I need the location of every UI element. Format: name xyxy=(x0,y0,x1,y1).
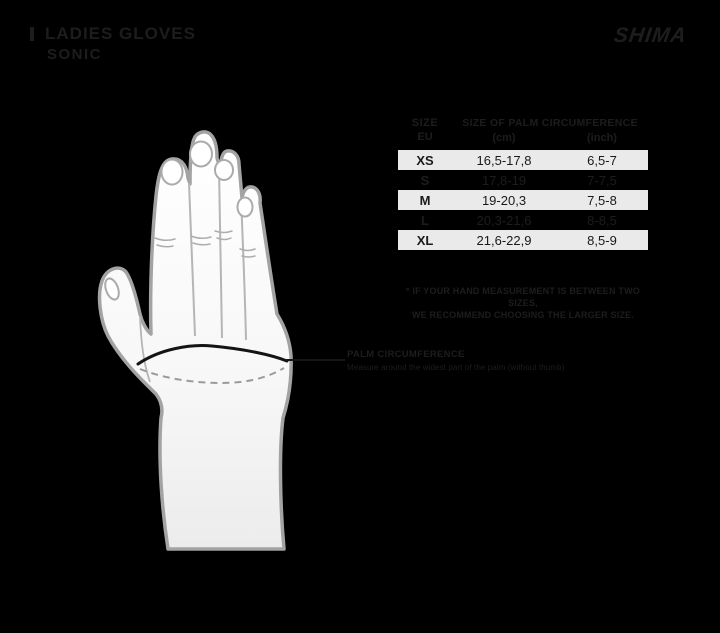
brand-logo: SHIMA xyxy=(612,24,689,47)
size-cell: L xyxy=(421,212,429,228)
cm-cell: 20,3-21,6 xyxy=(476,212,532,228)
size-cell: XS xyxy=(416,152,434,168)
table-row-m xyxy=(398,190,648,210)
table-row-l xyxy=(398,210,648,230)
inch-cell: 8,5-9 xyxy=(587,232,617,248)
fingernail-index xyxy=(162,160,183,185)
column-header-eu: EU xyxy=(417,131,433,143)
unit-header-cm: (cm) xyxy=(492,132,516,144)
size-table-header xyxy=(398,113,648,150)
column-header-size: SIZE xyxy=(411,117,439,129)
fingernail-ring xyxy=(215,160,233,180)
inch-cell: 7,5-8 xyxy=(587,192,617,208)
inch-cell: 8-8,5 xyxy=(587,212,617,228)
table-row-s xyxy=(398,170,648,190)
inch-cell: 7-7,5 xyxy=(587,172,617,188)
column-header-circumference: SIZE OF PALM CIRCUMFERENCE xyxy=(462,117,638,129)
measurement-label-title: PALM CIRCUMFERENCE xyxy=(347,349,465,360)
page-title: LADIES GLOVES xyxy=(45,24,196,43)
cm-cell: 19-20,3 xyxy=(481,192,527,208)
cm-cell: 16,5-17,8 xyxy=(476,152,532,168)
cm-cell: 21,6-22,9 xyxy=(476,232,532,248)
size-cell: S xyxy=(420,172,430,188)
table-row-xl xyxy=(398,230,648,250)
fingernail-pinky xyxy=(238,198,253,217)
sizing-note-line-1: * IF YOUR HAND MEASUREMENT IS BETWEEN TWO SIZES, xyxy=(405,286,641,308)
size-cell: XL xyxy=(416,232,434,248)
hand-outline xyxy=(100,132,292,549)
size-table xyxy=(398,113,648,250)
inch-cell: 6,5-7 xyxy=(587,152,617,168)
measurement-label-description: Measure around the widest part of the palm (without thumb) xyxy=(347,363,565,372)
unit-header-inch: (inch) xyxy=(587,132,617,144)
measurement-label xyxy=(347,349,577,372)
size-cell: M xyxy=(419,192,431,208)
fingernail-middle xyxy=(190,142,212,167)
sizing-note-line-2: WE RECOMMEND CHOOSING THE LARGER SIZE. xyxy=(411,310,635,320)
cm-cell: 17,8-19 xyxy=(481,172,527,188)
sizing-note xyxy=(390,285,656,321)
table-row-xs xyxy=(398,150,648,170)
page-subtitle: SONIC xyxy=(47,46,103,63)
measurement-pointer-line xyxy=(286,359,345,361)
